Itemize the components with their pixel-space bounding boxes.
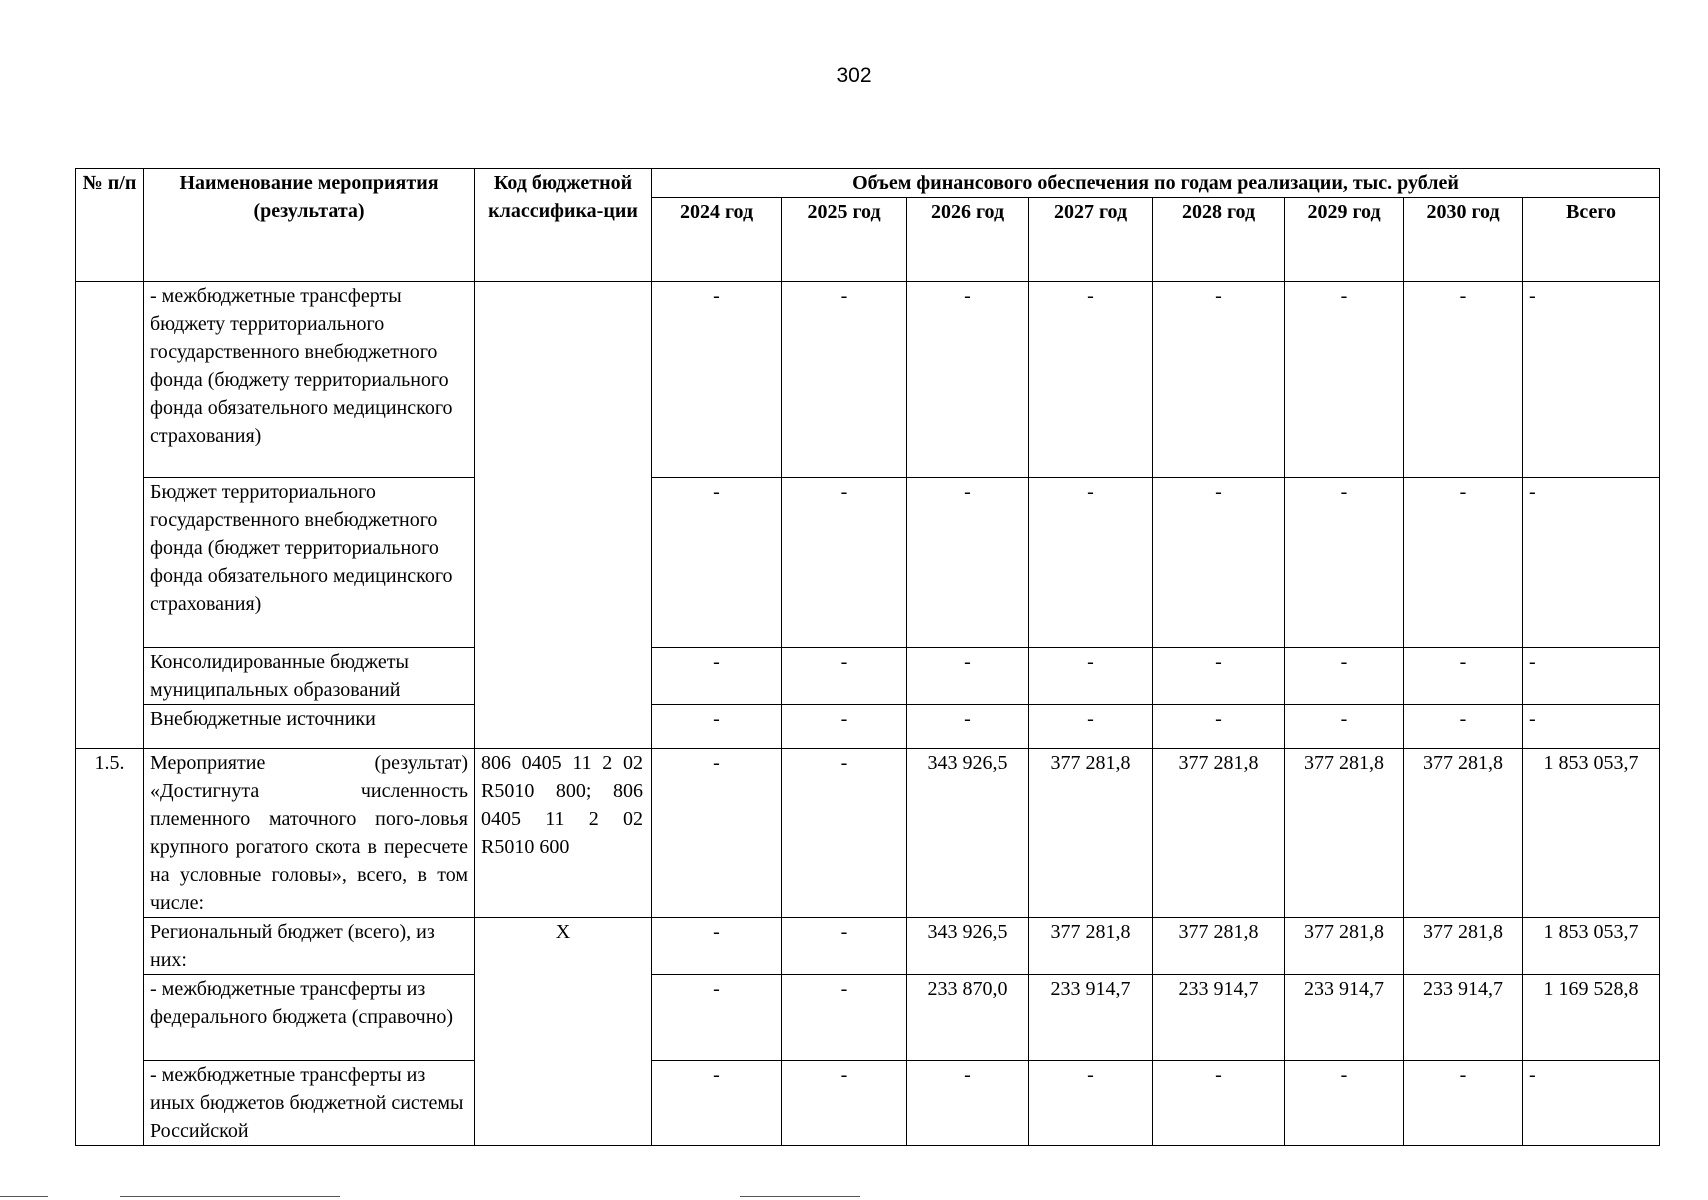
total-cell: - bbox=[1523, 1061, 1660, 1146]
value-cell: - bbox=[782, 705, 907, 749]
header-volume: Объем финансового обеспечения по годам реализации, тыс. рублей bbox=[652, 169, 1660, 198]
value-cell: - bbox=[1404, 1061, 1523, 1146]
value-cell: - bbox=[652, 648, 782, 705]
value-cell: 377 281,8 bbox=[1404, 749, 1523, 918]
value-cell: - bbox=[1285, 705, 1404, 749]
row-num-cell bbox=[76, 282, 144, 749]
total-cell: 1 853 053,7 bbox=[1523, 749, 1660, 918]
row-name-cell: - межбюджетные трансферты из иных бюджетов бюджетной системы Российской bbox=[144, 1061, 475, 1146]
header-year: 2027 год bbox=[1029, 198, 1153, 282]
value-cell: - bbox=[652, 918, 782, 975]
value-cell: - bbox=[1285, 478, 1404, 648]
value-cell: 233 870,0 bbox=[907, 975, 1029, 1061]
value-cell: - bbox=[1153, 282, 1285, 478]
value-cell: - bbox=[1285, 1061, 1404, 1146]
value-cell: - bbox=[1404, 705, 1523, 749]
value-cell: - bbox=[782, 749, 907, 918]
value-cell: - bbox=[1153, 648, 1285, 705]
header-code: Код бюджетной классифика-ции bbox=[475, 169, 652, 282]
value-cell: - bbox=[1285, 648, 1404, 705]
value-cell: - bbox=[1029, 1061, 1153, 1146]
value-cell: 377 281,8 bbox=[1404, 918, 1523, 975]
total-cell: 1 853 053,7 bbox=[1523, 918, 1660, 975]
header-name: Наименование мероприятия (результата) bbox=[144, 169, 475, 282]
value-cell: 377 281,8 bbox=[1153, 918, 1285, 975]
value-cell: - bbox=[782, 1061, 907, 1146]
table-row bbox=[76, 975, 1660, 1061]
row-code-cell: Х bbox=[475, 918, 652, 1146]
value-cell: - bbox=[652, 749, 782, 918]
value-cell: 233 914,7 bbox=[1029, 975, 1153, 1061]
row-name-cell: - межбюджетные трансферты бюджету территориального государственного внебюджетного фонда (бюджету территориального фонда обязательного медицинского страхования) bbox=[144, 282, 475, 478]
value-cell: - bbox=[1285, 282, 1404, 478]
scan-artifact-line bbox=[0, 1196, 48, 1197]
value-cell: - bbox=[1404, 648, 1523, 705]
value-cell: 233 914,7 bbox=[1404, 975, 1523, 1061]
total-cell: 1 169 528,8 bbox=[1523, 975, 1660, 1061]
table-row bbox=[76, 478, 1660, 648]
value-cell: - bbox=[652, 975, 782, 1061]
value-cell: 377 281,8 bbox=[1153, 749, 1285, 918]
row-name-cell: Внебюджетные источники bbox=[144, 705, 475, 749]
value-cell: 377 281,8 bbox=[1285, 749, 1404, 918]
value-cell: 377 281,8 bbox=[1029, 749, 1153, 918]
value-cell: - bbox=[652, 1061, 782, 1146]
value-cell: - bbox=[652, 282, 782, 478]
value-cell: - bbox=[1029, 478, 1153, 648]
value-cell: - bbox=[1029, 705, 1153, 749]
value-cell: 233 914,7 bbox=[1153, 975, 1285, 1061]
table-row bbox=[76, 918, 1660, 975]
value-cell: 343 926,5 bbox=[907, 749, 1029, 918]
value-cell: - bbox=[907, 1061, 1029, 1146]
row-code-cell bbox=[475, 282, 652, 749]
value-cell: - bbox=[1404, 478, 1523, 648]
header-year: 2025 год bbox=[782, 198, 907, 282]
value-cell: - bbox=[652, 478, 782, 648]
table-row bbox=[76, 1061, 1660, 1146]
page-number: 302 bbox=[836, 64, 872, 87]
table-row bbox=[76, 648, 1660, 705]
value-cell: - bbox=[652, 705, 782, 749]
scan-artifact-line bbox=[120, 1196, 340, 1197]
table-row bbox=[76, 282, 1660, 478]
budget-table bbox=[75, 168, 1660, 1146]
header-year: 2026 год bbox=[907, 198, 1029, 282]
table-row bbox=[76, 749, 1660, 918]
row-name-cell: Региональный бюджет (всего), из них: bbox=[144, 918, 475, 975]
header-year: 2028 год bbox=[1153, 198, 1285, 282]
total-cell: - bbox=[1523, 478, 1660, 648]
header-total: Всего bbox=[1523, 198, 1660, 282]
row-name-cell: Консолидированные бюджеты муниципальных образований bbox=[144, 648, 475, 705]
value-cell: - bbox=[1153, 478, 1285, 648]
value-cell: 343 926,5 bbox=[907, 918, 1029, 975]
value-cell: - bbox=[907, 478, 1029, 648]
row-name-cell: Бюджет территориального государственного внебюджетного фонда (бюджет территориального фонда обязательного медицинского страхования) bbox=[144, 478, 475, 648]
value-cell: 377 281,8 bbox=[1029, 918, 1153, 975]
header-year: 2030 год bbox=[1404, 198, 1523, 282]
value-cell: - bbox=[782, 975, 907, 1061]
value-cell: - bbox=[907, 648, 1029, 705]
scan-artifact-line bbox=[740, 1196, 860, 1197]
value-cell: 377 281,8 bbox=[1285, 918, 1404, 975]
value-cell: - bbox=[782, 918, 907, 975]
value-cell: - bbox=[1153, 705, 1285, 749]
row-num-cell: 1.5. bbox=[76, 749, 144, 1146]
value-cell: 233 914,7 bbox=[1285, 975, 1404, 1061]
total-cell: - bbox=[1523, 648, 1660, 705]
value-cell: - bbox=[907, 705, 1029, 749]
value-cell: - bbox=[782, 282, 907, 478]
row-name-cell: Мероприятие (результат) «Достигнута численность племенного маточного пого-ловья крупного рогатого скота в пересчете на условные головы», всего, в том числе: bbox=[144, 749, 475, 918]
value-cell: - bbox=[907, 282, 1029, 478]
row-code-cell: 806 0405 11 2 02 R5010 800; 806 0405 11 2 02 R5010 600 bbox=[475, 749, 652, 918]
value-cell: - bbox=[1404, 282, 1523, 478]
value-cell: - bbox=[1029, 282, 1153, 478]
header-year: 2029 год bbox=[1285, 198, 1404, 282]
table-row bbox=[76, 705, 1660, 749]
value-cell: - bbox=[1029, 648, 1153, 705]
value-cell: - bbox=[1153, 1061, 1285, 1146]
total-cell: - bbox=[1523, 282, 1660, 478]
header-year: 2024 год bbox=[652, 198, 782, 282]
row-name-cell: - межбюджетные трансферты из федерального бюджета (справочно) bbox=[144, 975, 475, 1061]
value-cell: - bbox=[782, 648, 907, 705]
total-cell: - bbox=[1523, 705, 1660, 749]
header-num: № п/п bbox=[76, 169, 144, 282]
value-cell: - bbox=[782, 478, 907, 648]
